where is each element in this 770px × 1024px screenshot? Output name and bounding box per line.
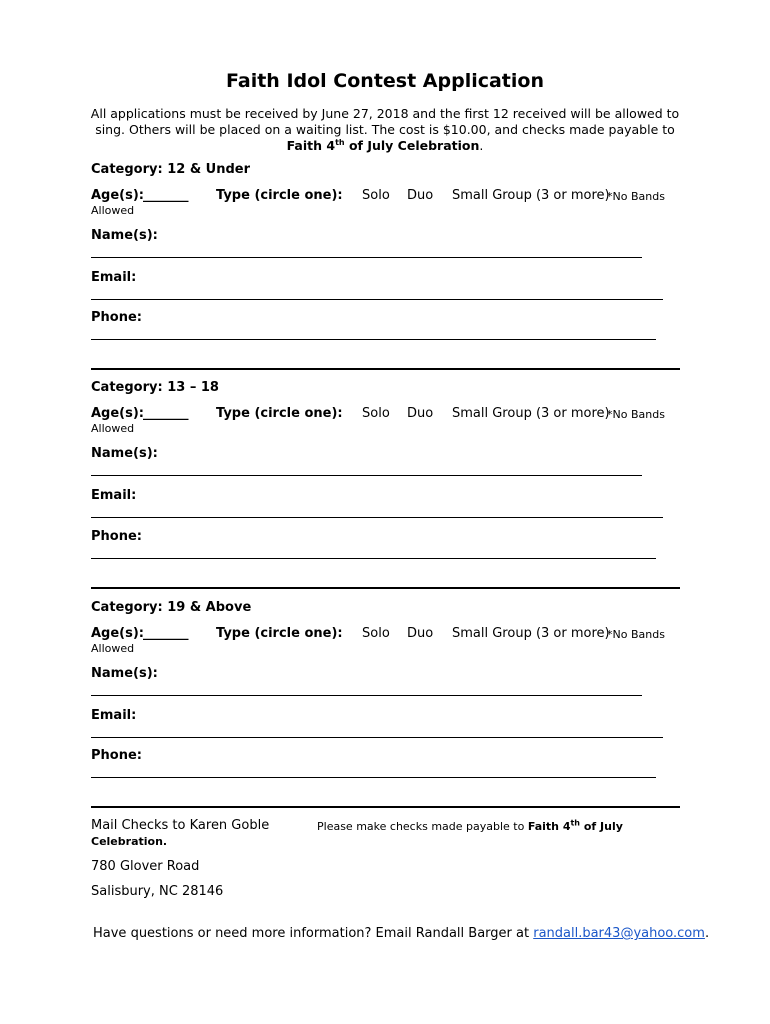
names-label: Name(s): [91, 446, 158, 461]
age-label: Age(s): [91, 406, 145, 421]
phone-line[interactable] [91, 777, 656, 778]
category-line: Category: 12 & Under [91, 162, 251, 177]
email-label: Email: [91, 708, 137, 723]
phone-label: Phone: [91, 529, 142, 544]
names-line[interactable] [91, 257, 642, 258]
email-line[interactable] [91, 299, 663, 300]
option-duo[interactable]: Duo [407, 406, 434, 421]
intro-paragraph: All applications must be received by June 27, 2018 and the first 12 received will be allowed to sing. Others will be placed on a waiting list. The cost is $10.00, and checks made payable to Faith 4th of July Celebration. [90, 106, 680, 153]
type-label: Type (circle one): [216, 188, 343, 203]
type-label: Type (circle one): [216, 626, 343, 641]
section-divider [91, 587, 680, 589]
contact-line: Have questions or need more information? Email Randall Barger at randall.bar43@yahoo.com. [93, 926, 710, 941]
option-solo[interactable]: Solo [362, 406, 390, 421]
phone-line[interactable] [91, 339, 656, 340]
email-line[interactable] [91, 517, 663, 518]
names-label: Name(s): [91, 666, 158, 681]
names-line[interactable] [91, 475, 642, 476]
names-label: Name(s): [91, 228, 158, 243]
allowed-note: Allowed [91, 642, 135, 655]
option-small-group[interactable]: Small Group (3 or more) [452, 188, 610, 203]
phone-line[interactable] [91, 558, 656, 559]
option-small-group[interactable]: Small Group (3 or more) [452, 626, 610, 641]
payable-note: Please make checks made payable to Faith 4th of July [317, 818, 623, 833]
option-solo[interactable]: Solo [362, 188, 390, 203]
no-bands-note: *No Bands [607, 408, 665, 421]
names-line[interactable] [91, 695, 642, 696]
phone-label: Phone: [91, 310, 142, 325]
email-link[interactable]: randall.bar43@yahoo.com [533, 926, 705, 941]
email-label: Email: [91, 488, 137, 503]
intro-text: All applications must be received by June 27, 2018 and the first 12 received will be allowed to sing. Others will be placed on a waiting list. The cost is $10.00, and checks made payable to [90, 106, 680, 137]
no-bands-note: *No Bands [607, 190, 665, 203]
option-duo[interactable]: Duo [407, 188, 434, 203]
age-field[interactable]: _______ [143, 406, 189, 421]
email-label: Email: [91, 270, 137, 285]
no-bands-note: *No Bands [607, 628, 665, 641]
intro-payee: Faith 4th of July Celebration [286, 137, 480, 153]
option-duo[interactable]: Duo [407, 626, 434, 641]
phone-label: Phone: [91, 748, 142, 763]
address-line-2: Salisbury, NC 28146 [91, 884, 224, 899]
age-label: Age(s): [91, 626, 145, 641]
age-field[interactable]: _______ [143, 626, 189, 641]
type-label: Type (circle one): [216, 406, 343, 421]
contact-text: Have questions or need more information? Email Randall Barger at [93, 926, 534, 941]
address-line-1: 780 Glover Road [91, 859, 200, 874]
category-line: Category: 13 – 18 [91, 380, 219, 395]
age-field[interactable]: _______ [143, 188, 189, 203]
section-divider [91, 368, 680, 370]
allowed-note: Allowed [91, 422, 135, 435]
section-divider [91, 806, 680, 808]
celebration-text: Celebration. [91, 835, 168, 848]
email-line[interactable] [91, 737, 663, 738]
age-label: Age(s): [91, 188, 145, 203]
allowed-note: Allowed [91, 204, 135, 217]
option-small-group[interactable]: Small Group (3 or more) [452, 406, 610, 421]
mail-checks-text: Mail Checks to Karen Goble [91, 818, 270, 833]
form-title: Faith Idol Contest Application [226, 70, 544, 92]
category-line: Category: 19 & Above [91, 600, 252, 615]
option-solo[interactable]: Solo [362, 626, 390, 641]
